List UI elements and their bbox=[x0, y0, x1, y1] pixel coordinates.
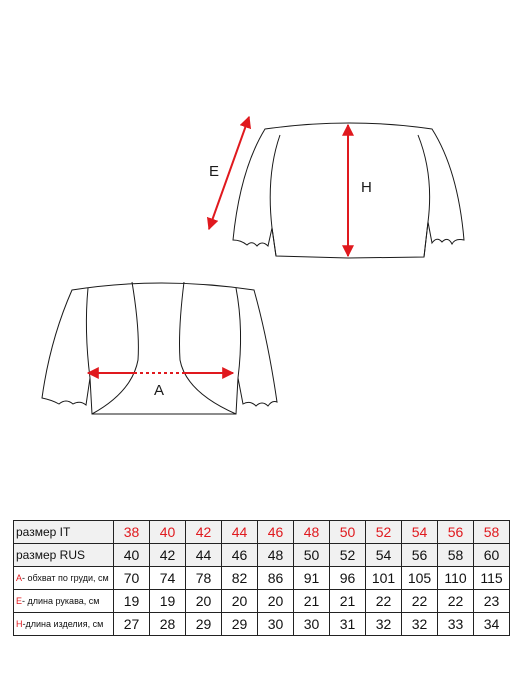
table-cell: 21 bbox=[294, 590, 330, 613]
table-cell: 86 bbox=[258, 567, 294, 590]
table-cell: 40 bbox=[114, 544, 150, 567]
table-cell: 44 bbox=[222, 521, 258, 544]
table-cell: 58 bbox=[438, 544, 474, 567]
table-cell: 101 bbox=[366, 567, 402, 590]
table-cell: 50 bbox=[294, 544, 330, 567]
table-cell: 50 bbox=[330, 521, 366, 544]
label-a: A bbox=[154, 382, 165, 399]
table-cell: 22 bbox=[402, 590, 438, 613]
table-row bbox=[14, 613, 510, 636]
row-letter: Н bbox=[16, 619, 23, 629]
table-cell: 34 bbox=[474, 613, 510, 636]
row-label-text: -длина изделия, см bbox=[22, 619, 104, 629]
table-cell: 38 bbox=[114, 521, 150, 544]
row-label-text: - обхват по груди, см bbox=[22, 573, 109, 583]
row-label-text: размер IT bbox=[16, 525, 71, 539]
table-cell: 54 bbox=[402, 521, 438, 544]
table-cell: 19 bbox=[150, 590, 186, 613]
table-cell: 48 bbox=[294, 521, 330, 544]
row-label bbox=[14, 521, 114, 544]
table-cell: 20 bbox=[222, 590, 258, 613]
table-row bbox=[14, 544, 510, 567]
table-cell: 74 bbox=[150, 567, 186, 590]
table-row bbox=[14, 567, 510, 590]
table-cell: 46 bbox=[258, 521, 294, 544]
row-label bbox=[14, 544, 114, 567]
table-cell: 22 bbox=[366, 590, 402, 613]
table-cell: 20 bbox=[258, 590, 294, 613]
table-cell: 30 bbox=[258, 613, 294, 636]
table-cell: 20 bbox=[186, 590, 222, 613]
table-cell: 29 bbox=[186, 613, 222, 636]
table-cell: 96 bbox=[330, 567, 366, 590]
table-cell: 52 bbox=[366, 521, 402, 544]
table-cell: 27 bbox=[114, 613, 150, 636]
table-cell: 82 bbox=[222, 567, 258, 590]
table-cell: 32 bbox=[402, 613, 438, 636]
table-cell: 44 bbox=[186, 544, 222, 567]
table-cell: 58 bbox=[474, 521, 510, 544]
table-cell: 52 bbox=[330, 544, 366, 567]
row-label-text: - длина рукава, см bbox=[22, 596, 100, 606]
table-cell: 29 bbox=[222, 613, 258, 636]
table-cell: 22 bbox=[438, 590, 474, 613]
size-table bbox=[13, 520, 510, 636]
table-cell: 21 bbox=[330, 590, 366, 613]
table-cell: 33 bbox=[438, 613, 474, 636]
row-letter: Е bbox=[16, 596, 23, 606]
table-cell: 105 bbox=[402, 567, 438, 590]
table-cell: 56 bbox=[438, 521, 474, 544]
table-cell: 32 bbox=[366, 613, 402, 636]
table-cell: 91 bbox=[294, 567, 330, 590]
row-label-text: размер RUS bbox=[16, 548, 85, 562]
table-row bbox=[14, 521, 510, 544]
table-row bbox=[14, 590, 510, 613]
table-cell: 19 bbox=[114, 590, 150, 613]
label-e: E bbox=[209, 163, 220, 180]
table-cell: 42 bbox=[186, 521, 222, 544]
table-cell: 40 bbox=[150, 521, 186, 544]
label-h: H bbox=[361, 179, 372, 196]
table-cell: 60 bbox=[474, 544, 510, 567]
row-label bbox=[14, 590, 114, 613]
table-cell: 48 bbox=[258, 544, 294, 567]
table-cell: 46 bbox=[222, 544, 258, 567]
row-label bbox=[14, 613, 114, 636]
table-cell: 42 bbox=[150, 544, 186, 567]
table-cell: 54 bbox=[366, 544, 402, 567]
table-cell: 31 bbox=[330, 613, 366, 636]
table-cell: 115 bbox=[474, 567, 510, 590]
table-cell: 56 bbox=[402, 544, 438, 567]
row-label bbox=[14, 567, 114, 590]
table-cell: 110 bbox=[438, 567, 474, 590]
table-cell: 23 bbox=[474, 590, 510, 613]
table-cell: 70 bbox=[114, 567, 150, 590]
table-cell: 78 bbox=[186, 567, 222, 590]
row-letter: А bbox=[16, 573, 23, 583]
table-cell: 30 bbox=[294, 613, 330, 636]
table-cell: 28 bbox=[150, 613, 186, 636]
